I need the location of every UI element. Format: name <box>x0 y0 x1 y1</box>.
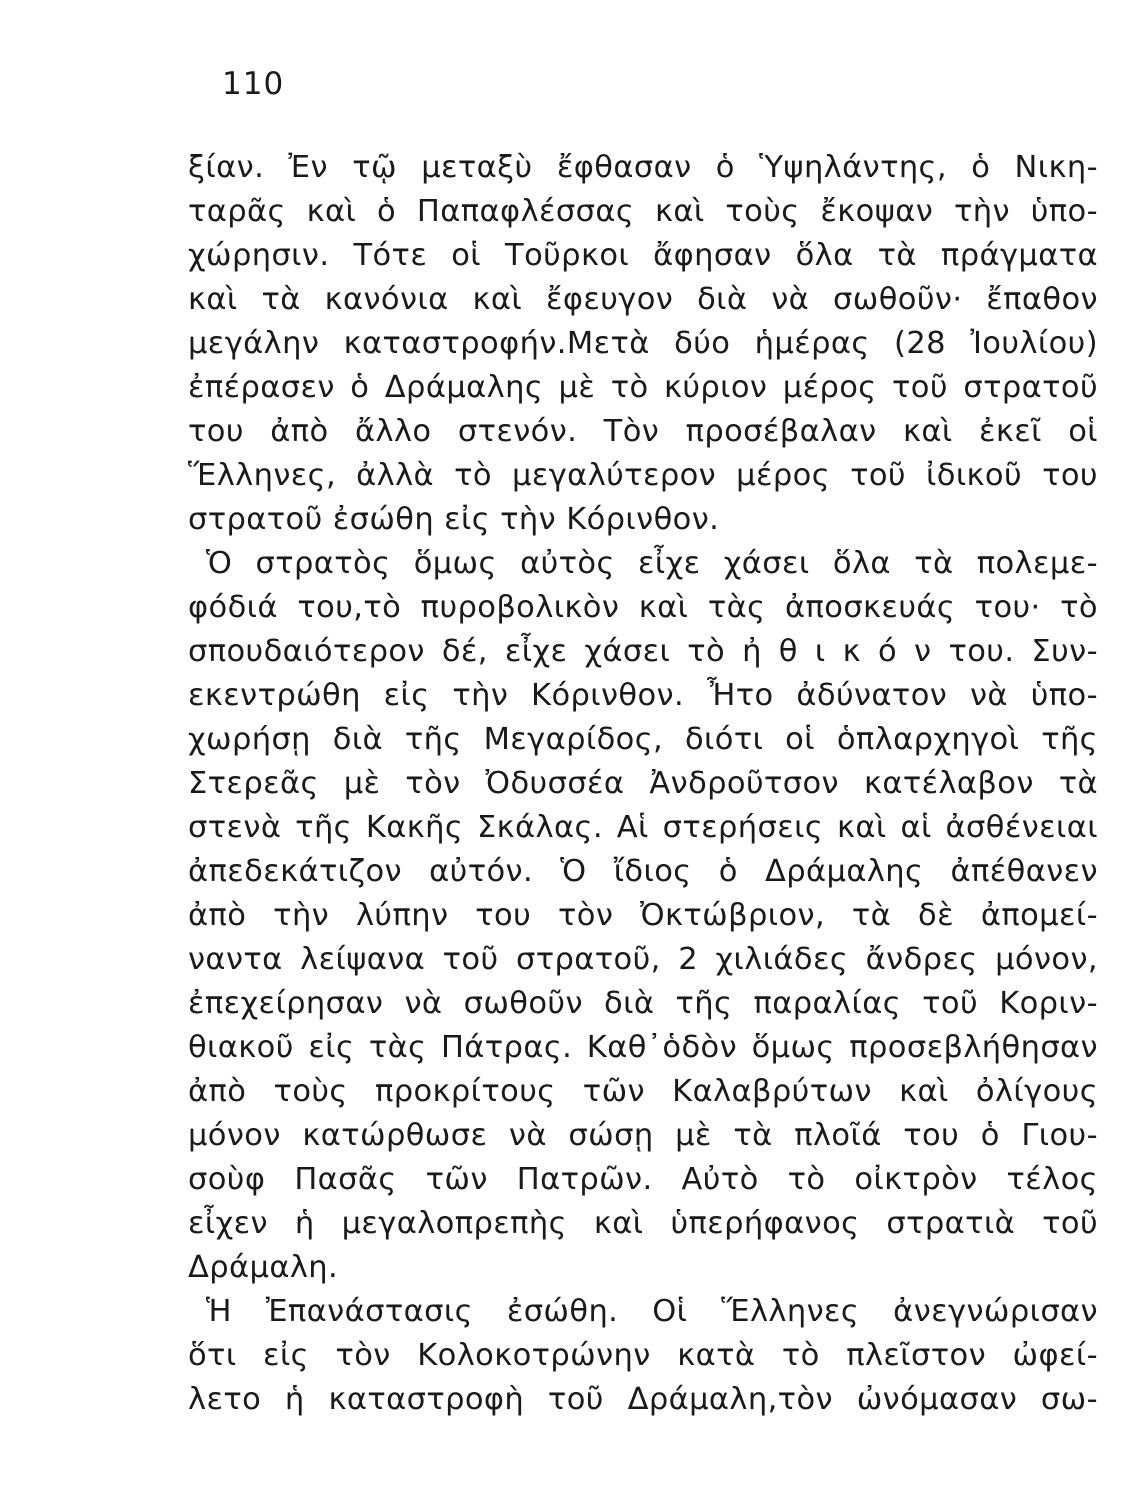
text-line: λετο ἡ καταστροφὴ τοῦ Δράμαλη,τὸν ὠνόμασαν σω- <box>188 1382 1098 1417</box>
text-line: χωρήσῃ διὰ τῆς Μεγαρίδος, διότι οἱ ὁπλαρχηγοὶ τῆς <box>188 722 1098 757</box>
text-line: χώρησιν. Τότε οἱ Τοῦρκοι ἄφησαν ὅλα τὰ πράγματα <box>188 238 1098 273</box>
text-line: θιακοῦ εἰς τὰς Πάτρας. Καθ᾽ὁδὸν ὅμως προσεβλήθησαν <box>188 1030 1098 1065</box>
text-line: Ἡ Ἐπανάστασις ἐσώθη. Οἱ Ἕλληνες ἀνεγνώρισαν <box>206 1294 1098 1329</box>
text-line: Στερεᾶς μὲ τὸν Ὀδυσσέα Ἀνδροῦτσον κατέλαβον τὰ <box>188 766 1098 801</box>
text-line: εἶχεν ἡ μεγαλοπρεπὴς καὶ ὑπερήφανος στρατιὰ τοῦ <box>188 1206 1098 1241</box>
text-line: σπουδαιότερον δέ, εἶχε χάσει τὸ ἠ θ ι κ ό ν του. Συν- <box>188 634 1098 669</box>
text-line: φόδιά του,τὸ πυροβολικὸν καὶ τὰς ἀποσκευάς του· τὸ <box>188 590 1098 625</box>
text-line: ναντα λείψανα τοῦ στρατοῦ, 2 χιλιάδες ἄνδρες μόνον, <box>188 942 1098 977</box>
text-line: ἀπεδεκάτιζον αὐτόν. Ὁ ἴδιος ὁ Δράμαλης ἀπέθανεν <box>188 854 1098 889</box>
text-line: καὶ τὰ κανόνια καὶ ἔφευγον διὰ νὰ σωθοῦν· ἔπαθον <box>188 282 1098 317</box>
text-line: ὅτι εἰς τὸν Κολοκοτρώνην κατὰ τὸ πλεῖστον ὠφεί- <box>188 1338 1098 1373</box>
text-line: εκεντρώθη εἰς τὴν Κόρινθον. Ἦτο ἀδύνατον νὰ ὑπο- <box>188 678 1098 713</box>
text-line: ἀπὸ τὴν λύπην του τὸν Ὀκτώβριον, τὰ δὲ ἀπομεί- <box>188 898 1098 933</box>
text-line: μόνον κατώρθωσε νὰ σώσῃ μὲ τὰ πλοῖά του ὁ Γιου- <box>188 1118 1098 1153</box>
text-line: ξίαν. Ἐν τῷ μεταξὺ ἔφθασαν ὁ Ὑψηλάντης, ὁ Νικη- <box>188 150 1098 185</box>
text-line: Ὁ στρατὸς ὅμως αὐτὸς εἶχε χάσει ὅλα τὰ πολεμε- <box>206 546 1098 581</box>
page-number: 110 <box>222 66 285 102</box>
text-line: μεγάλην καταστροφήν.Μετὰ δύο ἡμέρας (28 Ἰουλίου) <box>188 326 1098 361</box>
text-line: Δράμαλη. <box>188 1250 339 1285</box>
text-line: στρατοῦ ἐσώθη εἰς τὴν Κόρινθον. <box>188 502 720 537</box>
text-line: στενὰ τῆς Κακῆς Σκάλας. Αἱ στερήσεις καὶ αἱ ἀσθένειαι <box>188 810 1098 845</box>
text-line: ἐπεχείρησαν νὰ σωθοῦν διὰ τῆς παραλίας τοῦ Κοριν- <box>188 986 1098 1021</box>
text-line: σοὺφ Πασᾶς τῶν Πατρῶν. Αὐτὸ τὸ οἰκτρὸν τέλος <box>188 1162 1098 1197</box>
text-line: ταρᾶς καὶ ὁ Παπαφλέσσας καὶ τοὺς ἔκοψαν τὴν ὑπο- <box>188 194 1098 229</box>
text-line: ἀπὸ τοὺς προκρίτους τῶν Καλαβρύτων καὶ ὀλίγους <box>188 1074 1098 1109</box>
text-line: Ἕλληνες, ἀλλὰ τὸ μεγαλύτερον μέρος τοῦ ἰδικοῦ του <box>188 458 1098 493</box>
text-line: ἐπέρασεν ὁ Δράμαλης μὲ τὸ κύριον μέρος τοῦ στρατοῦ <box>188 370 1098 405</box>
text-line: του ἀπὸ ἄλλο στενόν. Τὸν προσέβαλαν καὶ ἐκεῖ οἱ <box>188 414 1098 449</box>
